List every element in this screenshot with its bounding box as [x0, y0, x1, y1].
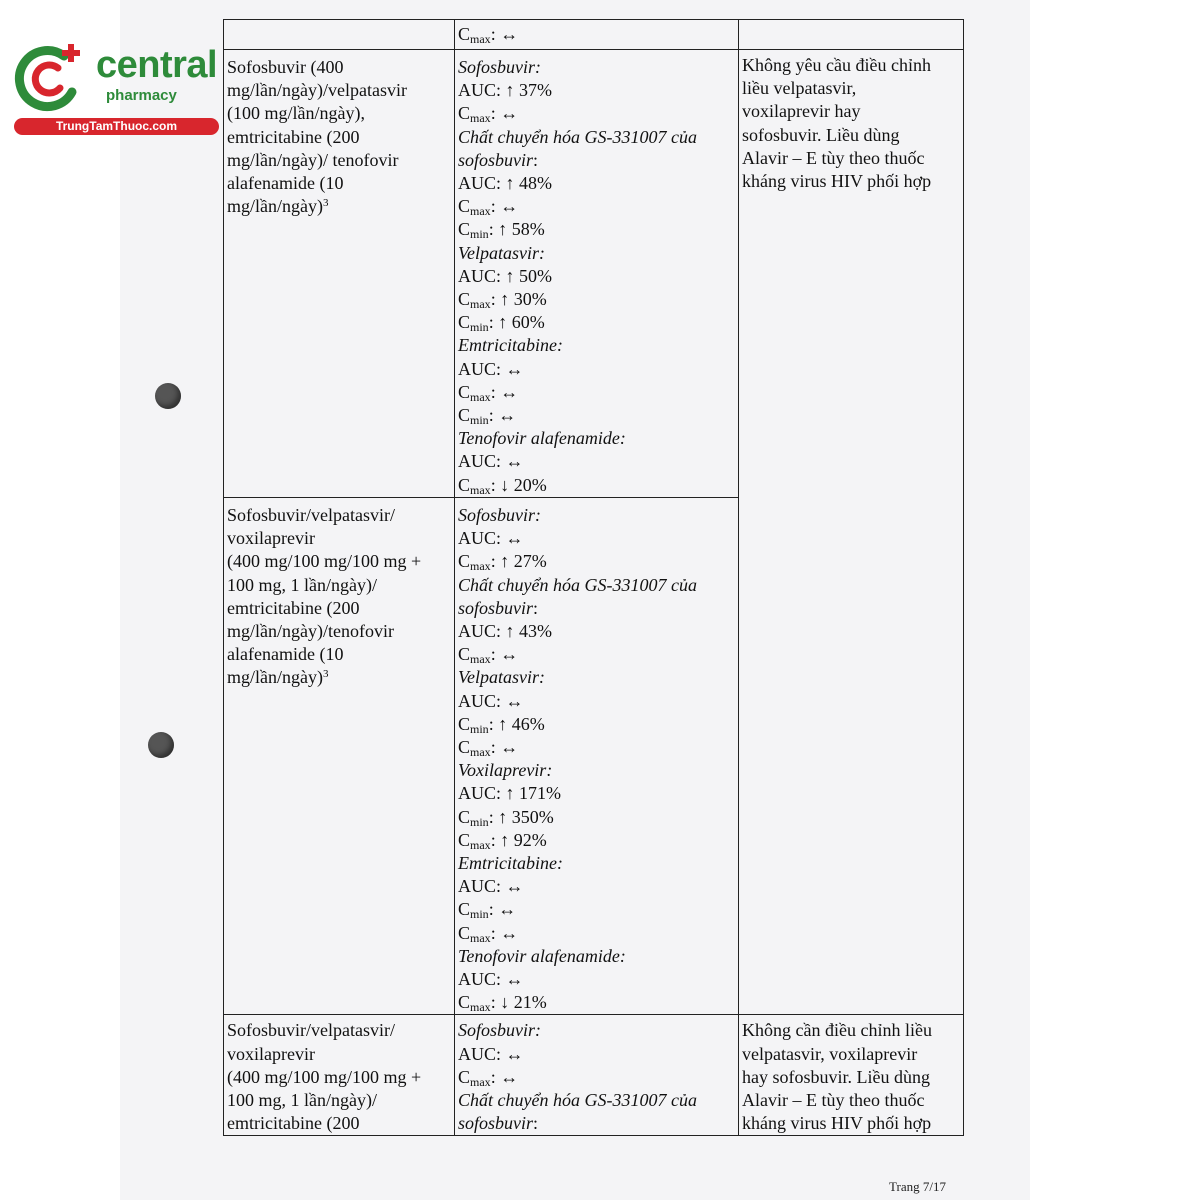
- drug-heading: Tenofovir alafenamide:: [458, 945, 626, 966]
- pk-parameter: $C_{max}$: ↔: [458, 196, 519, 219]
- punch-hole: [155, 383, 181, 409]
- cell-drug: [224, 1015, 455, 1136]
- table-row: [224, 1015, 964, 1136]
- cell-effect: [455, 1015, 739, 1136]
- drug-heading: Emtricitabine:: [458, 853, 563, 874]
- pk-parameter: $C_{min}$: ↑ 60%: [458, 312, 545, 335]
- pk-parameter: $C_{max}$: ↔: [458, 103, 519, 126]
- pk-parameter: $C_{max}$: ↔: [458, 1066, 519, 1089]
- text-line: voxilaprevir: [227, 1043, 315, 1064]
- pk-parameter: AUC: ↔: [458, 876, 524, 897]
- text-line: Sofosbuvir/velpatasvir/: [227, 1020, 395, 1041]
- pk-parameter: $C_{max}$: ↑ 30%: [458, 289, 547, 312]
- pk-parameter: $C_{max}$: ↓ 20%: [458, 474, 547, 497]
- pk-parameter: AUC: ↔: [458, 1043, 524, 1064]
- drug-heading: Sofosbuvir:: [458, 505, 541, 525]
- text-line: Sofosbuvir (400: [227, 57, 344, 77]
- cell-recommendation: [739, 20, 964, 50]
- drug-heading: sofosbuvir:: [458, 149, 539, 170]
- drug-interaction-table: [223, 19, 964, 1136]
- text-line: voxilaprevir: [227, 528, 315, 549]
- text-line: alafenamide (10: [227, 644, 344, 665]
- text-line: (100 mg/lần/ngày),: [227, 103, 365, 124]
- text-line: emtricitabine (200: [227, 126, 360, 147]
- text-line: Sofosbuvir/velpatasvir/: [227, 505, 395, 525]
- pk-parameter: AUC: ↔: [458, 358, 524, 379]
- pk-parameter: $C_{max}$: ↓ 21%: [458, 992, 547, 1015]
- drug-text-line: mg/lần/ngày)$^3$: [227, 667, 329, 688]
- central-pharmacy-logo[interactable]: [10, 36, 218, 136]
- drug-heading: Emtricitabine:: [458, 335, 563, 356]
- punch-hole: [148, 732, 174, 758]
- drug-heading: sofosbuvir:: [458, 597, 539, 618]
- pk-parameter: AUC: ↑ 48%: [458, 173, 553, 194]
- pk-parameter: AUC: ↔: [458, 451, 524, 472]
- pk-parameter: $C_{max}$: ↔: [458, 922, 519, 945]
- text-line: Không yêu cầu điều chỉnh: [742, 55, 931, 75]
- text-line: mg/lần/ngày)/ tenofovir: [227, 149, 399, 170]
- logo-url-badge[interactable]: TrungTamThuoc.com: [14, 118, 219, 135]
- text-line: emtricitabine (200: [227, 597, 360, 618]
- cell-drug: [224, 20, 455, 50]
- text-line: emtricitabine (200: [227, 1113, 360, 1134]
- text-line: sofosbuvir. Liều dùng: [742, 124, 900, 145]
- pk-parameter: $C_{min}$: ↑ 46%: [458, 713, 545, 736]
- text-line: (400 mg/100 mg/100 mg +: [227, 1066, 422, 1087]
- drug-heading: Velpatasvir:: [458, 242, 545, 263]
- text-line: mg/lần/ngày)/velpatasvir: [227, 80, 407, 101]
- text-line: hay sofosbuvir. Liều dùng: [742, 1066, 930, 1087]
- table-row: [224, 20, 964, 50]
- drug-text-line: mg/lần/ngày)$^3$: [227, 196, 329, 217]
- pk-parameter: AUC: ↑ 50%: [458, 265, 553, 286]
- text-line: Alavir – E tùy theo thuốc: [742, 147, 925, 168]
- drug-heading: Chất chuyển hóa GS-331007 của: [458, 1090, 697, 1111]
- text-line: kháng virus HIV phối hợp: [742, 1113, 932, 1134]
- pk-parameter: $C_{max}$: ↑ 27%: [458, 551, 547, 574]
- pk-parameter: $C_{min}$: ↔: [458, 405, 517, 428]
- text-line: 100 mg, 1 lần/ngày)/: [227, 1090, 377, 1111]
- cell-recommendation: [739, 50, 964, 1015]
- text-line: kháng virus HIV phối hợp: [742, 171, 932, 192]
- drug-heading: Tenofovir alafenamide:: [458, 428, 626, 449]
- pk-parameter: AUC: ↑ 43%: [458, 621, 553, 642]
- text-line: Không cần điều chỉnh liều: [742, 1020, 932, 1041]
- pk-parameter: AUC: ↔: [458, 528, 524, 549]
- pk-parameter: $C_{max}$: ↔: [458, 644, 519, 667]
- drug-heading: Sofosbuvir:: [458, 1020, 541, 1041]
- pk-parameter: $C_{min}$: ↑ 58%: [458, 219, 545, 242]
- cell-effect: [455, 50, 739, 498]
- pk-parameter: AUC: ↔: [458, 969, 524, 990]
- cell-drug: [224, 498, 455, 1015]
- text-line: 100 mg, 1 lần/ngày)/: [227, 574, 377, 595]
- page-number: Trang 7/17: [889, 1179, 946, 1194]
- text-line: Alavir – E tùy theo thuốc: [742, 1090, 925, 1111]
- pk-parameter: $C_{min}$: ↑ 350%: [458, 806, 554, 829]
- drug-heading: Chất chuyển hóa GS-331007 của: [458, 574, 697, 595]
- pk-parameter: AUC: ↑ 37%: [458, 80, 553, 101]
- pk-parameter: AUC: ↑ 171%: [458, 783, 562, 804]
- text-line: liều velpatasvir,: [742, 78, 857, 99]
- pharmacy-logo-icon: [12, 42, 84, 114]
- pk-parameter: $C_{max}$: ↔: [458, 737, 519, 760]
- text-line: (400 mg/100 mg/100 mg +: [227, 551, 422, 572]
- pk-parameter: AUC: ↔: [458, 690, 524, 711]
- pk-parameter: $C_{min}$: ↔: [458, 899, 517, 922]
- pk-parameter: $C_{max}$: ↔: [458, 381, 519, 404]
- text-line: mg/lần/ngày)/tenofovir: [227, 621, 394, 642]
- logo-subtitle: pharmacy: [106, 87, 177, 104]
- text-line: alafenamide (10: [227, 173, 344, 194]
- drug-heading: Chất chuyển hóa GS-331007 của: [458, 126, 697, 147]
- cell-recommendation: [739, 1015, 964, 1136]
- drug-heading: Sofosbuvir:: [458, 57, 541, 77]
- text-line: voxilaprevir hay: [742, 101, 861, 122]
- cell-drug: [224, 50, 455, 498]
- drug-heading: Voxilaprevir:: [458, 760, 553, 781]
- drug-heading: sofosbuvir:: [458, 1113, 539, 1134]
- cell-effect: [455, 498, 739, 1015]
- drug-heading: Velpatasvir:: [458, 667, 545, 688]
- pk-parameter: $C_{max}$: ↔: [458, 24, 519, 46]
- logo-name: central: [96, 44, 218, 86]
- table-row: [224, 50, 964, 498]
- text-line: velpatasvir, voxilaprevir: [742, 1043, 918, 1064]
- cell-effect: [455, 20, 739, 50]
- pk-parameter: $C_{max}$: ↑ 92%: [458, 829, 547, 852]
